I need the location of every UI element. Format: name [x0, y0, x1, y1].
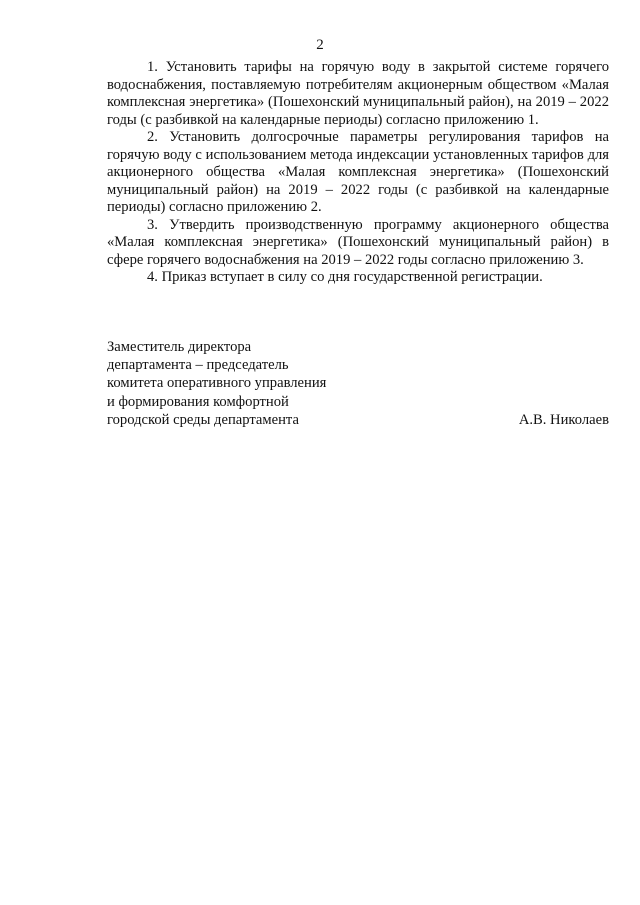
signatory-title-line: департамента – председатель [107, 357, 289, 374]
signatory-title-line: городской среды департамента [107, 411, 299, 428]
page-number: 2 [316, 37, 324, 53]
signatory-title-line: и формирования комфортной [107, 393, 289, 410]
paragraph-3: 3. Утвердить производственную программу акционерного общества «Малая комплексная энергетика» (Пошехонский муниципальный район) в сфере горячего водоснабжения на 2019 – 2022 годы согласно приложению 3. [107, 216, 609, 268]
signatory-name: А.В. Николаев [518, 411, 609, 428]
signatory-title-line: комитета оперативного управления [107, 375, 327, 392]
signature-last-row [107, 411, 609, 429]
paragraph-4: 4. Приказ вступает в силу со дня государственной регистрации. [147, 269, 543, 285]
document-body [107, 59, 609, 287]
paragraph-2: 2. Установить долгосрочные параметры регулирования тарифов на горячую воду с использованием метода индексации установленных тарифов для акционерного общества «Малая комплексная энергетика» (Пошехонский муниципальный район) на 2019 – 2022 годы (с разбивкой на календарные периоды) согласно приложению 2. [107, 129, 609, 215]
paragraph-1: 1. Установить тарифы на горячую воду в закрытой системе горячего водоснабжения, поставляемую потребителям акционерным обществом «Малая комплексная энергетика» (Пошехонский муниципальный район), на 2019 – 2022 годы (с разбивкой на календарные периоды) согласно приложению 1. [107, 59, 609, 128]
signatory-title-line: Заместитель директора [107, 339, 252, 355]
signature-block [107, 338, 609, 429]
